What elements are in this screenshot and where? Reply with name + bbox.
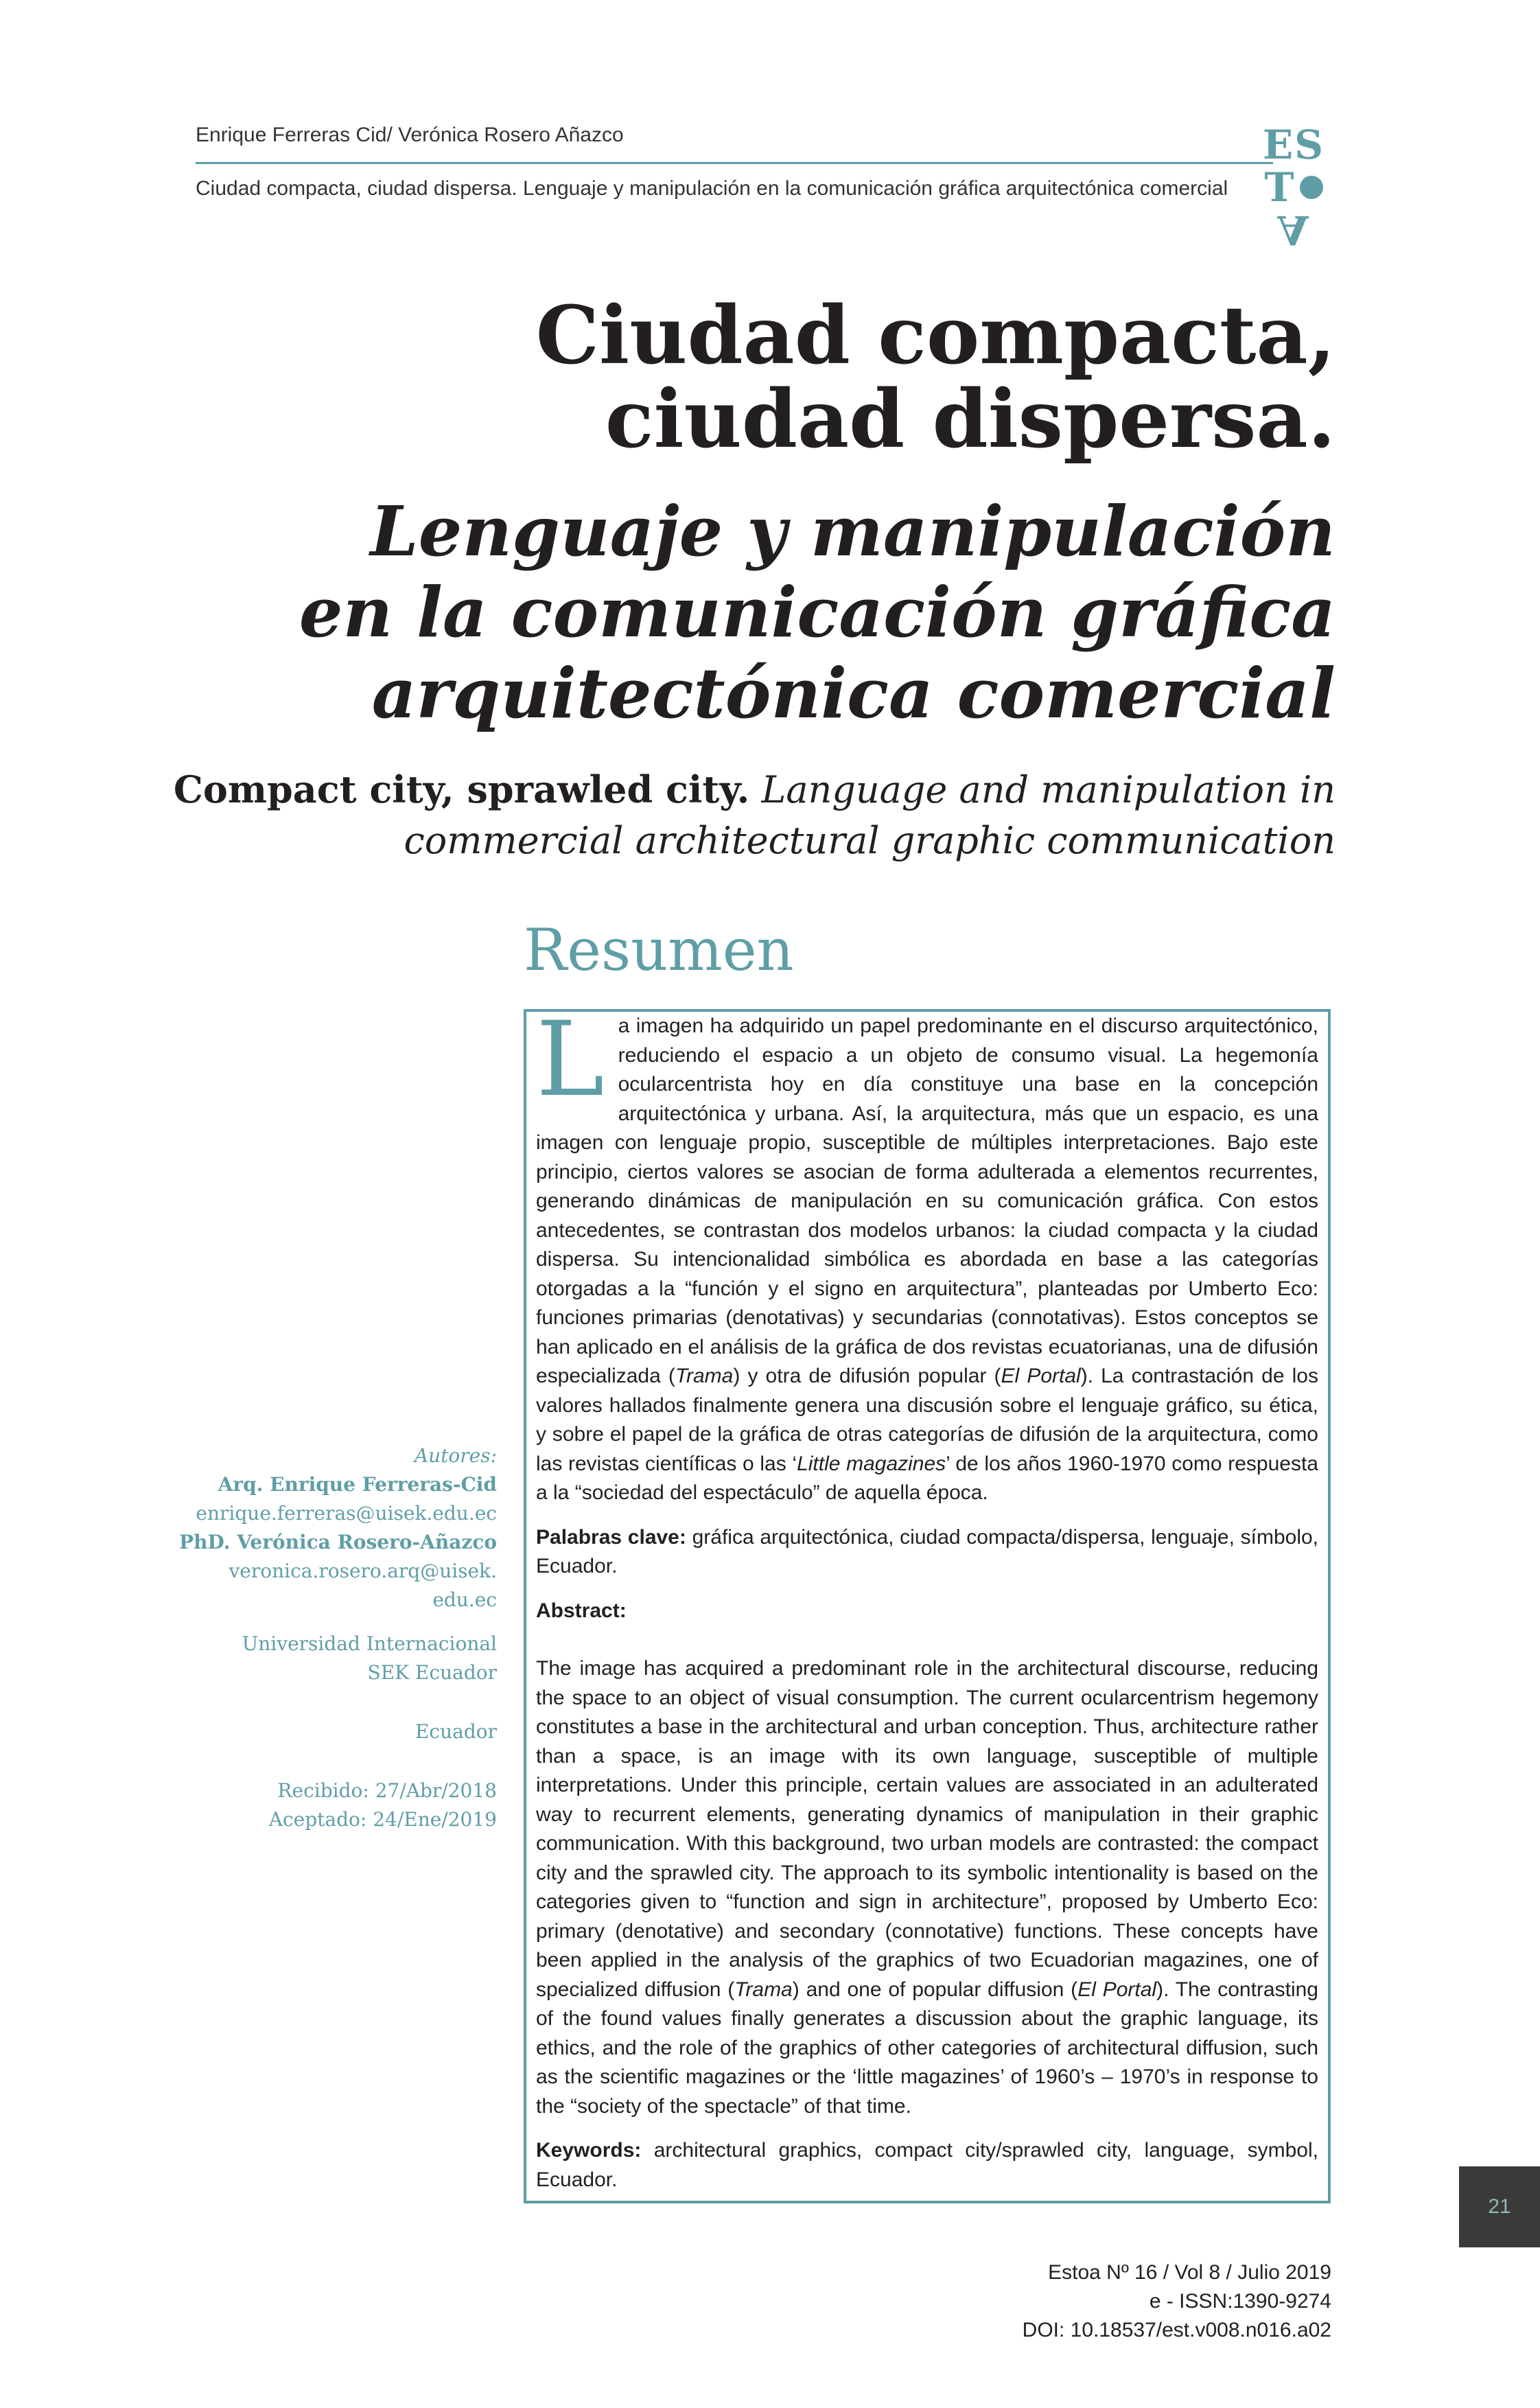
- abstract-box: [524, 1000, 1331, 2203]
- title-line-2: ciudad dispersa.: [605, 373, 1335, 466]
- drop-cap: L: [536, 1000, 605, 1120]
- resumen-paragraph: [536, 1000, 1318, 1508]
- footer-journal: Estoa Nº 16 / Vol 8 / Julio 2019: [1048, 2261, 1331, 2284]
- resumen-text-d: ’ de los años 1960-1970 como respuesta a la “sociedad del espectáculo” de aquella época.: [536, 1452, 1318, 1504]
- abstract-label-line: [536, 1597, 1318, 1626]
- abstract-text-b: ) and one of popular diffusion (: [792, 1978, 1078, 2001]
- abstract-label: Abstract:: [536, 1599, 627, 1622]
- author-2-email-line-1[interactable]: veronica.rosero.arq@uisek.: [229, 1560, 497, 1582]
- english-title: [174, 764, 1335, 866]
- logo-letter-a: A: [1277, 207, 1310, 253]
- english-title-bold: Compact city, sprawled city.: [173, 767, 750, 811]
- abstract-trama: Trama: [734, 1978, 793, 2001]
- english-title-italic-2: commercial architectural graphic communication: [404, 819, 1335, 862]
- country: Ecuador: [415, 1720, 497, 1743]
- resumen-trama: Trama: [675, 1365, 734, 1387]
- keywords: [536, 2136, 1318, 2195]
- subtitle-line-1: Lenguaje y manipulación: [370, 491, 1335, 572]
- header-rule: [196, 162, 1273, 164]
- keywords-label: Keywords:: [536, 2139, 642, 2162]
- author-sidebar: [179, 1442, 497, 1834]
- abstract-content: [536, 1000, 1319, 2210]
- keywords-text: architectural graphics, compact city/sprawled city, language, symbol, Ecuador.: [536, 2139, 1318, 2191]
- accepted-date: Aceptado: 24/Ene/2019: [268, 1808, 497, 1831]
- logo-dot-icon: [1300, 176, 1323, 199]
- resumen-portal: El Portal: [1001, 1365, 1081, 1387]
- author-2-email-line-2[interactable]: edu.ec: [432, 1588, 497, 1611]
- palabras-clave-text: gráfica arquitectónica, ciudad compacta/dispersa, lenguaje, símbolo, Ecuador.: [536, 1525, 1319, 1577]
- page-footer: [1023, 2258, 1331, 2345]
- logo-row-a: [1263, 209, 1325, 251]
- abstract-paragraph: [536, 1654, 1318, 2121]
- university-line-1: Universidad Internacional: [242, 1632, 497, 1655]
- resumen-text-b: ) y otra de difusión popular (: [733, 1365, 1001, 1387]
- palabras-clave-label: Palabras clave:: [536, 1525, 686, 1549]
- footer-doi[interactable]: DOI: 10.18537/est.v008.n016.a02: [1022, 2319, 1331, 2341]
- abstract-text-c: ). The contrasting of the found values finally generates a discussion about the graphic language, its ethics, and the role of the graphics of other categories of architectural diffusion, such as the scientific magazines or the ‘little magazines’ of 1960’s – 1970’s in response to the “society of the spectacle” of that time.: [536, 1978, 1318, 2118]
- logo-letter-t: T: [1264, 164, 1296, 211]
- autores-label: Autores:: [414, 1444, 497, 1467]
- abstract-text-a: The image has acquired a predominant role in the architectural discourse, reducing the space to an object of visual consumption. The current ocularcentrism hegemony constitutes a base in the architectural and urban conception. Thus, architecture rather than a space, is an image with its own language, susceptible of multiple interpretations. Under this principle, certain values are associated in an adulterated way to recurrent elements, generating dynamics of manipulation in their graphic communication. With this background, two urban models are contrasted: the compact city and the sprawled city. The approach to its symbolic intentionality is based on the categories given to “function and sign in architecture”, proposed by Umberto Eco: primary (denotative) and secondary (connotative) functions. These concepts have been applied in the analysis of the graphics of two Ecuadorian magazines, one of specialized diffusion (: [536, 1657, 1318, 2001]
- title-line-1: Ciudad compacta,: [535, 289, 1335, 382]
- journal-logo: [1262, 121, 1325, 253]
- footer-issn: e - ISSN:1390-9274: [1149, 2290, 1331, 2313]
- logo-row-t: [1263, 166, 1325, 209]
- running-header-title: Ciudad compacta, ciudad dispersa. Lenguaje y manipulación en la comunicación gráfica arquitectónica comercial: [196, 177, 1228, 200]
- university-line-2: SEK Ecuador: [367, 1661, 497, 1684]
- resumen-little: Little magazines: [797, 1452, 946, 1475]
- english-title-italic-1: Language and manipulation in: [749, 768, 1335, 811]
- article-subtitle: [299, 491, 1335, 734]
- subtitle-line-2: en la comunicación gráfica: [299, 572, 1335, 653]
- page-number: 21: [1459, 2166, 1540, 2247]
- author-2-name: PhD. Verónica Rosero-Añazco: [179, 1531, 497, 1553]
- running-header-authors: Enrique Ferreras Cid/ Verónica Rosero Añazco: [196, 124, 624, 146]
- resumen-text-c: ). La contrastación de los valores hallados finalmente genera una discusión sobre el lenguaje gráfico, su ética, y sobre el papel de la gráfica de otras categorías de difusión de la arquitectura, como las revistas científicas o las ‘: [536, 1365, 1318, 1475]
- resumen-text-a: a imagen ha adquirido un papel predominante en el discurso arquitectónico, reduciendo el espacio a un objeto de consumo visual. La hegemonía ocularcentrista hoy en día constituye una base en la concepción arquitectónica y urbana. Así, la arquitectura, más que un espacio, es una imagen con lenguaje propio, susceptible de múltiples interpretaciones. Bajo este principio, ciertos valores se asocian de forma adulterada a elementos recurrentes, generando dinámicas de manipulación en su comunicación gráfica. Con estos antecedentes, se contrastan dos modelos urbanos: la ciudad compacta y la ciudad dispersa. Su intencionalidad simbólica es abordada en base a las categorías otorgadas a la “función y el signo en arquitectura”, planteadas por Umberto Eco: funciones primarias (denotativas) y secundarias (connotativas). Estos conceptos se han aplicado en el análisis de la gráfica de dos revistas ecuatorianas, una de difusión especializada (: [536, 1015, 1318, 1387]
- author-1-name: Arq. Enrique Ferreras-Cid: [218, 1473, 497, 1496]
- resumen-heading: Resumen: [524, 916, 794, 984]
- abstract-portal: El Portal: [1077, 1978, 1157, 2001]
- received-date: Recibido: 27/Abr/2018: [277, 1779, 497, 1802]
- logo-letters-es: ES: [1262, 121, 1325, 168]
- author-1-email[interactable]: enrique.ferreras@uisek.edu.ec: [196, 1502, 497, 1525]
- subtitle-line-3: arquitectónica comercial: [371, 653, 1335, 734]
- palabras-clave: [536, 1523, 1318, 1582]
- article-title: [535, 289, 1335, 466]
